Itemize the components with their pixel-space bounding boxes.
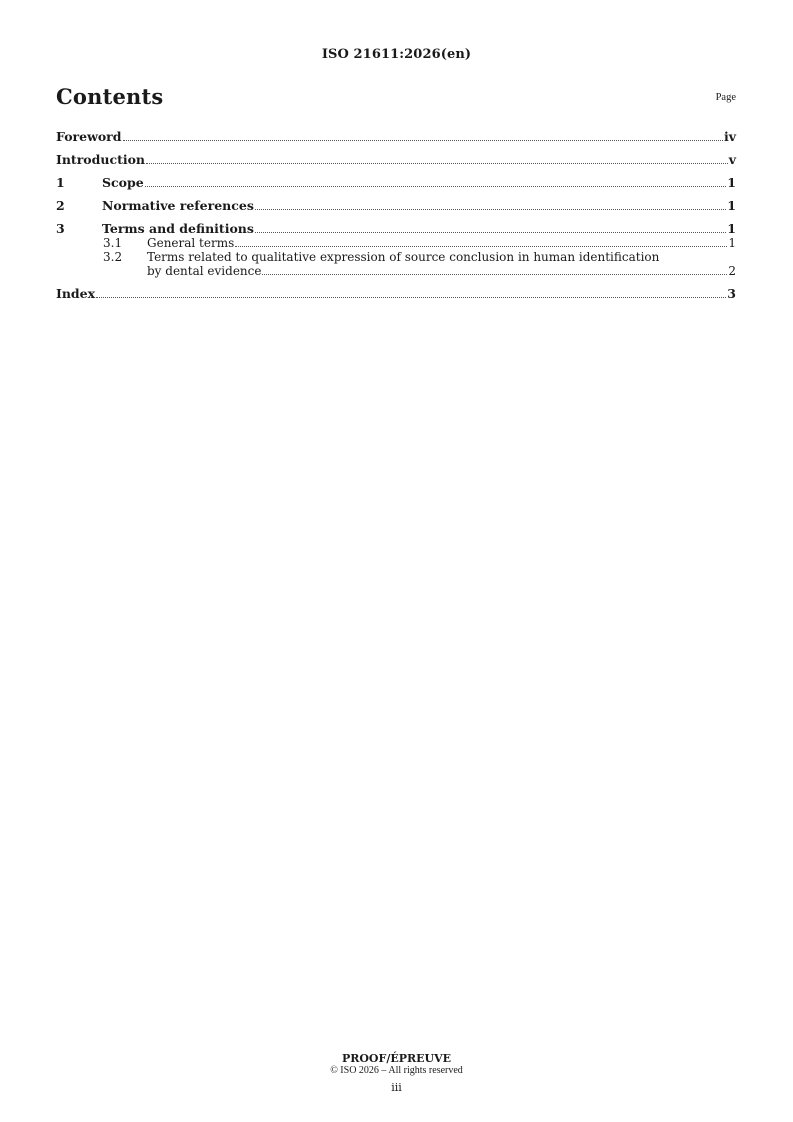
toc-entry-number: 3.2 <box>103 250 123 264</box>
proof-label: PROOF/ÉPREUVE <box>341 1052 452 1065</box>
toc-entry-page: iv <box>723 129 736 144</box>
page-footer <box>0 1053 793 1095</box>
table-of-contents <box>56 129 736 301</box>
toc-entry-title: Scope <box>102 175 144 190</box>
toc-entry-qualitative-expression-terms[interactable] <box>56 250 736 278</box>
toc-entry-index[interactable] <box>56 286 736 301</box>
toc-entry-number: 3.1 <box>103 236 123 250</box>
toc-leader-dots <box>255 232 726 233</box>
toc-entry-normative-references[interactable] <box>56 198 736 213</box>
toc-entry-title: Introduction <box>56 152 146 167</box>
toc-entry-number: 2 <box>56 198 65 213</box>
toc-entry-page: 1 <box>727 221 736 236</box>
page-number: iii <box>391 1081 402 1094</box>
toc-leader-dots <box>146 163 728 164</box>
toc-leader-dots <box>96 297 726 298</box>
toc-entry-terms-and-definitions[interactable] <box>56 221 736 236</box>
toc-entry-general-terms[interactable] <box>56 236 736 250</box>
toc-entry-title: Foreword <box>56 129 122 144</box>
toc-entry-page: 1 <box>727 175 736 190</box>
toc-entry-title-line2: by dental evidence <box>147 264 262 278</box>
toc-entry-title: Index <box>56 286 96 301</box>
toc-entry-page: 1 <box>728 236 736 250</box>
toc-entry-page: 2 <box>728 264 736 278</box>
toc-leader-dots <box>262 274 727 275</box>
toc-leader-dots <box>255 209 726 210</box>
toc-entry-page: 3 <box>727 286 736 301</box>
toc-entry-introduction[interactable] <box>56 152 736 167</box>
contents-title: Contents <box>56 84 164 109</box>
toc-entry-title-line1: Terms related to qualitative expression of source conclusion in human identification <box>147 250 660 264</box>
copyright-notice: © ISO 2026 – All rights reserved <box>330 1065 463 1076</box>
toc-entry-page: v <box>728 152 736 167</box>
toc-entry-title: Normative references <box>102 198 254 213</box>
toc-leader-dots <box>123 140 723 141</box>
toc-leader-dots <box>145 186 727 187</box>
toc-entry-title: Terms and definitions <box>102 221 254 236</box>
toc-entry-scope[interactable] <box>56 175 736 190</box>
document-id-header: ISO 21611:2026(en) <box>321 47 472 62</box>
toc-entry-number: 3 <box>56 221 65 236</box>
page-column-label: Page <box>715 92 736 103</box>
toc-leader-dots <box>235 246 727 247</box>
toc-entry-page: 1 <box>727 198 736 213</box>
toc-entry-number: 1 <box>56 175 65 190</box>
toc-entry-title: General terms <box>147 236 235 250</box>
toc-entry-foreword[interactable] <box>56 129 736 144</box>
